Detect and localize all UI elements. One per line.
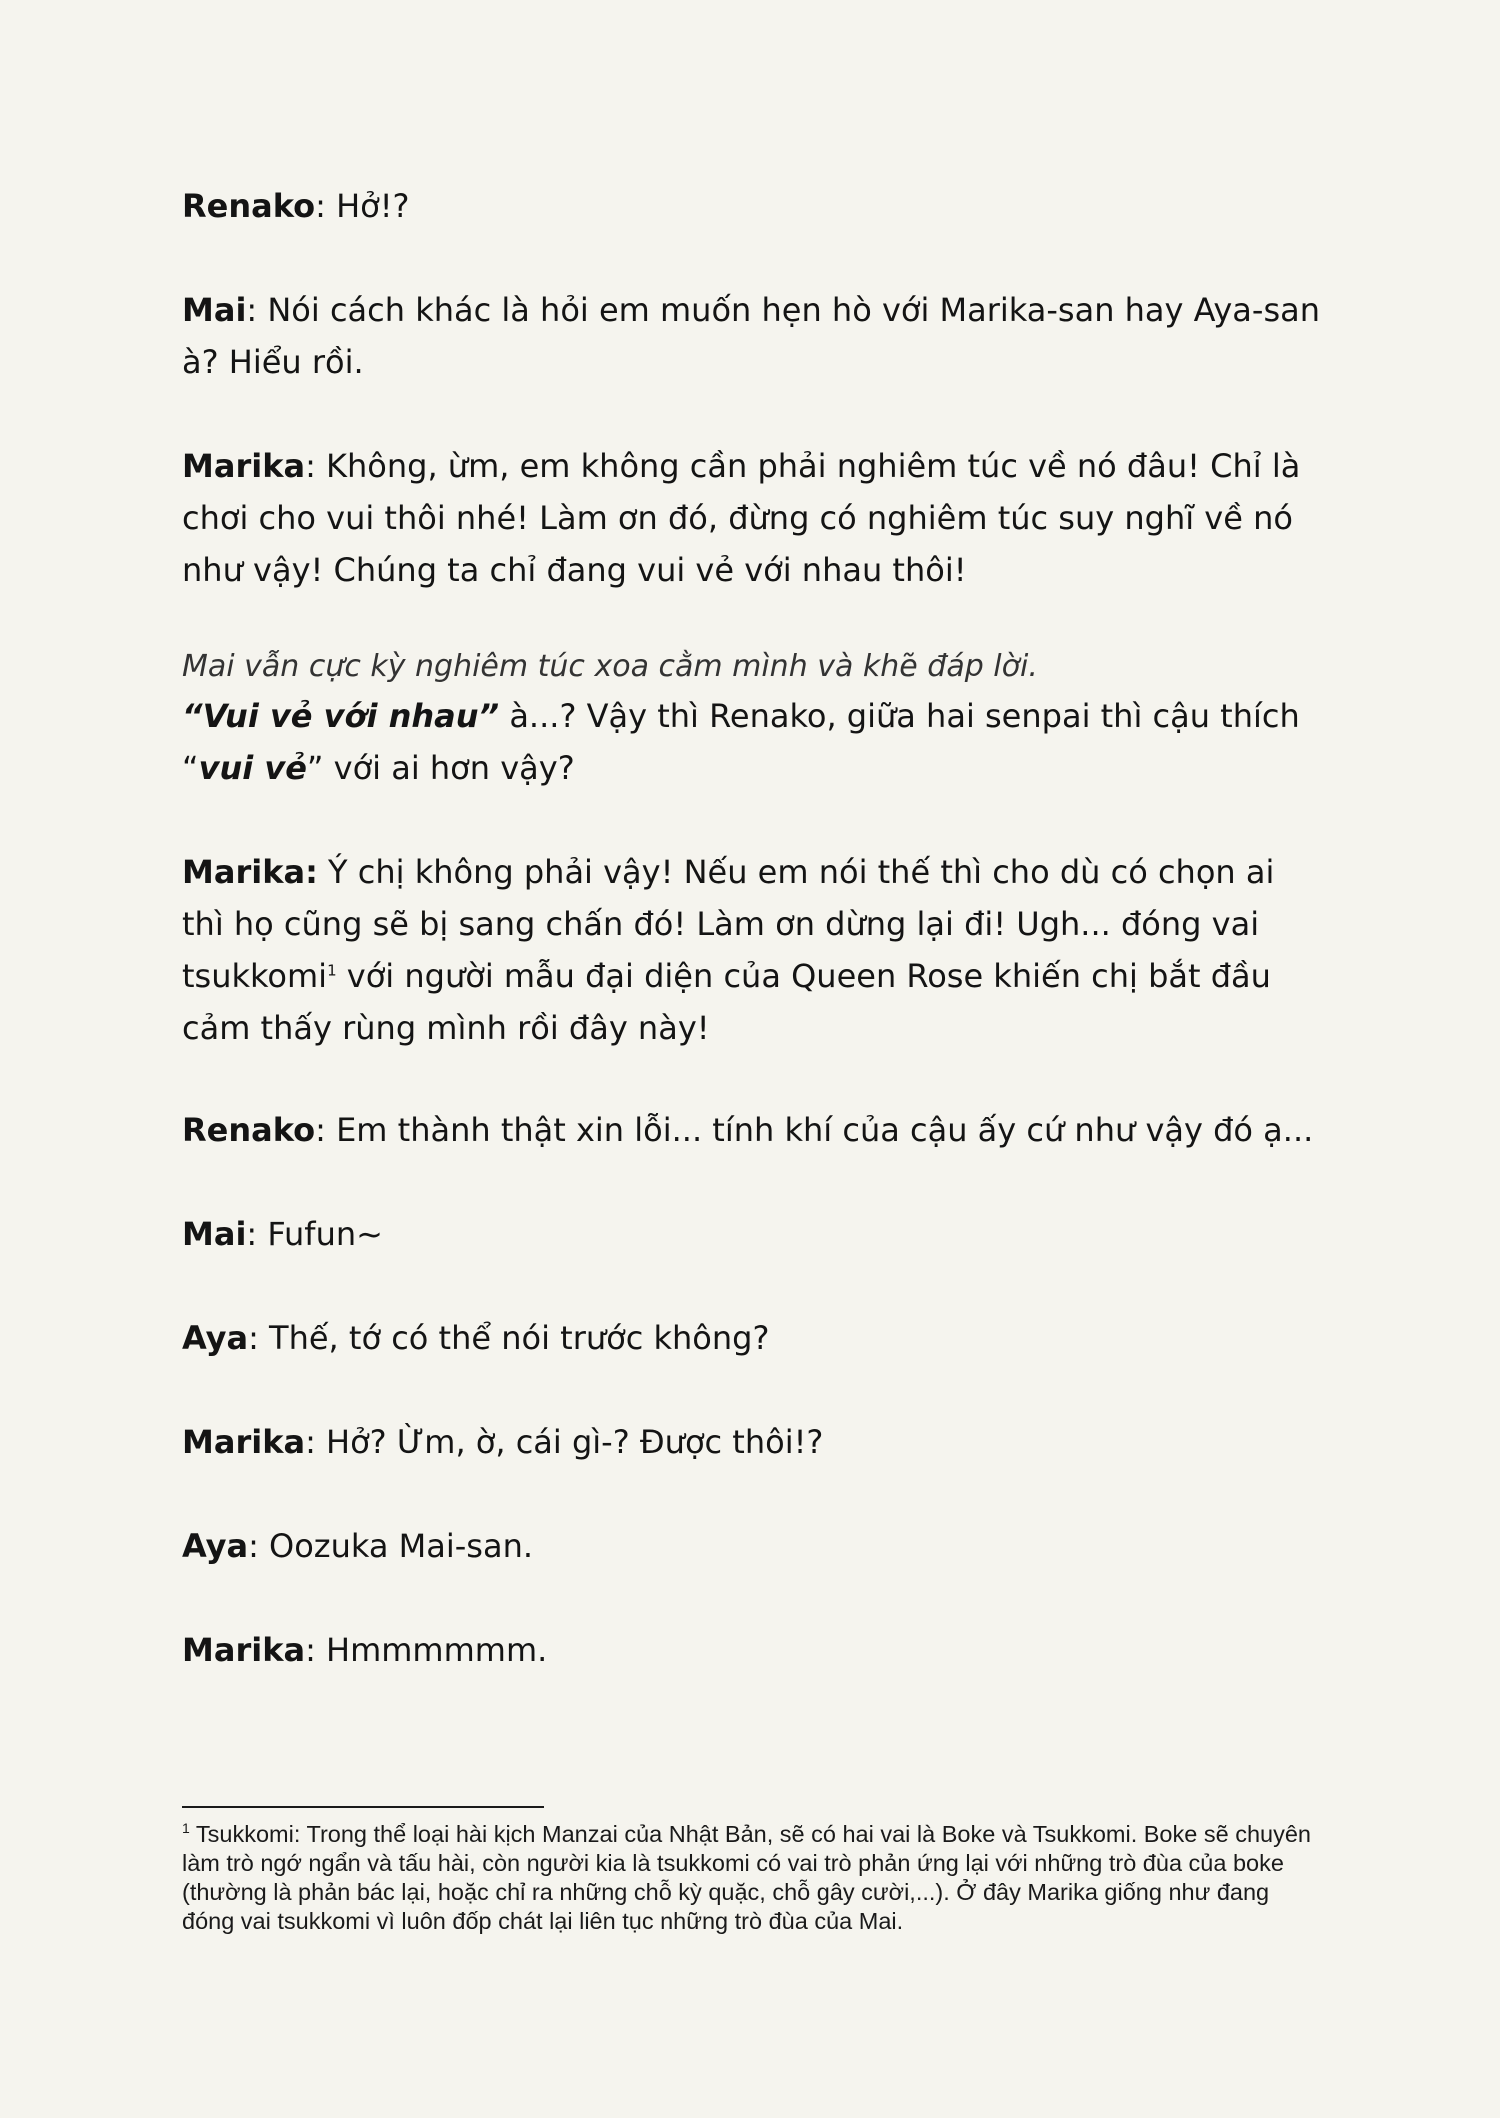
separator: : — [248, 1319, 270, 1357]
separator: : — [246, 291, 268, 329]
dialogue-text: Ý chị không phải vậy! Nếu em nói thế thì cho dù có chọn ai thì họ cũng sẽ bị sang chấn đó! Làm ơn dừng lại đi! Ugh... đóng vai tsukkomi — [182, 853, 1275, 995]
quoted-phrase: “Vui vẻ với nhau” — [182, 697, 500, 735]
separator: : — [246, 1215, 268, 1253]
speaker-name: Renako — [182, 187, 316, 225]
separator: : — [305, 1631, 327, 1669]
footnote-reference: 1 — [327, 961, 337, 980]
separator: : — [248, 1527, 270, 1565]
dialogue-line — [182, 1416, 1322, 1468]
footnote-divider — [182, 1806, 544, 1808]
footnote — [182, 1820, 1312, 1936]
dialogue-line — [182, 1208, 1322, 1260]
dialogue-line — [182, 1104, 1322, 1156]
dialogue-text-end: với người mẫu đại diện của Queen Rose khiến chị bắt đầu cảm thấy rùng mình rồi đây này! — [182, 957, 1271, 1047]
dialogue-text: Không, ừm, em không cần phải nghiêm túc về nó đâu! Chỉ là chơi cho vui thôi nhé! Làm ơn đó, đừng có nghiêm túc suy nghĩ về nó như vậy! Chúng ta chỉ đang vui vẻ với nhau thôi! — [182, 447, 1301, 589]
speaker-name: Marika: — [182, 853, 318, 891]
narration-line: Mai vẫn cực kỳ nghiêm túc xoa cằm mình và khẽ đáp lời. — [182, 649, 1038, 684]
dialogue-line — [182, 1312, 1322, 1364]
speaker-name: Mai — [182, 1215, 247, 1253]
dialogue-line — [182, 284, 1322, 388]
dialogue-text-end: ” với ai hơn vậy? — [306, 749, 575, 787]
separator: : — [315, 187, 337, 225]
speaker-name: Mai — [182, 291, 247, 329]
dialogue-line — [182, 846, 1322, 1054]
speaker-name: Renako — [182, 1111, 316, 1149]
dialogue-text: à...? Vậy thì Renako, giữa hai senpai thì cậu thích “ — [182, 697, 1300, 787]
dialogue-line — [182, 690, 1322, 794]
dialogue-line — [182, 180, 1322, 232]
speaker-name: Aya — [182, 1319, 249, 1357]
dialogue-text: Hở!? — [336, 187, 410, 225]
dialogue-line — [182, 1520, 1322, 1572]
dialogue-line — [182, 1624, 1322, 1676]
footnote-number: 1 — [182, 1820, 190, 1837]
dialogue-text: Em thành thật xin lỗi... tính khí của cậu ấy cứ như vậy đó ạ... — [336, 1111, 1314, 1149]
separator: : — [305, 1423, 327, 1461]
dialogue-line — [182, 440, 1322, 596]
speaker-name: Marika — [182, 447, 306, 485]
dialogue-text: Hmmmmmm. — [326, 1631, 548, 1669]
dialogue-text: Nói cách khác là hỏi em muốn hẹn hò với Marika-san hay Aya-san à? Hiểu rồi. — [182, 291, 1321, 381]
dialogue-text: Oozuka Mai-san. — [269, 1527, 534, 1565]
speaker-name: Marika — [182, 1423, 306, 1461]
separator: : — [315, 1111, 337, 1149]
footnote-text: Tsukkomi: Trong thể loại hài kịch Manzai của Nhật Bản, sẽ có hai vai là Boke và Tsukkomi. Boke sẽ chuyên làm trò ngớ ngẩn và tấu hài, còn người kia là tsukkomi có vai trò phản ứng lại với những trò đùa của boke (thường là phản bác lại, hoặc chỉ ra những chỗ kỳ quặc, chỗ gây cười,...). Ở đây Marika giống như đang đóng vai tsukkomi vì luôn đốp chát lại liên tục những trò đùa của Mai. — [182, 1821, 1311, 1934]
speaker-name: Aya — [182, 1527, 249, 1565]
emphasized-phrase: vui vẻ — [198, 749, 307, 787]
dialogue-text: Thế, tớ có thể nói trước không? — [269, 1319, 770, 1357]
dialogue-text: Fufun~ — [267, 1215, 383, 1253]
dialogue-text: Hở? Ừm, ờ, cái gì-? Được thôi!? — [326, 1423, 824, 1461]
separator: : — [305, 447, 327, 485]
speaker-name: Marika — [182, 1631, 306, 1669]
